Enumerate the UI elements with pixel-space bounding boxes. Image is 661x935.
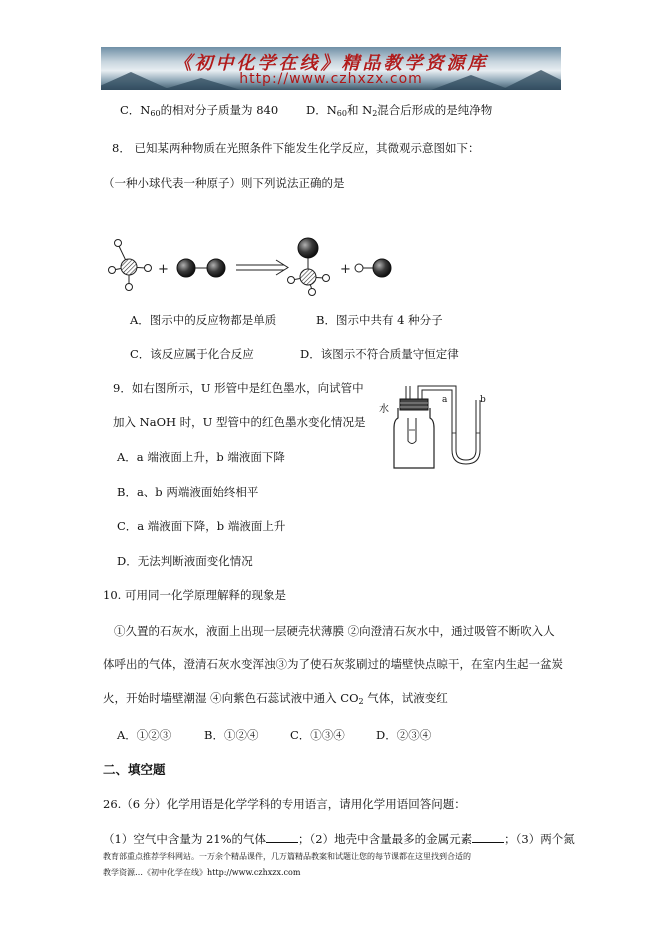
q9-option-d: D．无法判断液面变化情况: [117, 554, 253, 568]
header-banner: [101, 47, 561, 90]
q10-line-2: 体呼出的气体，澄清石灰水变浑浊③为了使石灰浆刷过的墙壁快点晾干，在室内生起一盆炭: [103, 657, 563, 671]
q9-option-c: C．a 端液面下降，b 端液面上升: [117, 519, 286, 533]
q10-stem: 10. 可用同一化学原理解释的现象是: [103, 588, 286, 602]
plus-sign: +: [340, 262, 351, 277]
q7-option-d: D．$N_{60}$和 $N_2$混合后形成的是纯净物: [306, 103, 493, 118]
q10-option-d: D．②③④: [376, 728, 432, 742]
answer-blank-1[interactable]: [266, 832, 298, 843]
q8-option-b: B．图示中共有 4 种分子: [316, 313, 443, 327]
label-b: b: [480, 395, 486, 405]
product-molecule-1: [288, 238, 330, 296]
q10-option-b: B．①②④: [204, 728, 259, 742]
q8-option-d: D．该图示不符合质量守恒定律: [300, 347, 459, 361]
q26-sub-questions: （1）空气中含量为 21%的气体 ；（2）地壳中含量最多的金属元素 ；（3）两个氮: [103, 832, 575, 846]
reactant-molecule-1: [109, 240, 152, 291]
reactant-molecule-2: [177, 259, 225, 277]
plus-sign: +: [158, 262, 169, 277]
q9-stem-line-2: 加入 NaOH 时，U 型管中的红色墨水变化情况是: [113, 415, 366, 429]
section-title: 二、填空题: [103, 762, 166, 777]
q10-line-3: 火，开始时墙壁潮湿 ④向紫色石蕊试液中通入 $CO_2$ 气体，试液变红: [103, 691, 448, 706]
q8-note: （一种小球代表一种原子）则下列说法正确的是: [103, 176, 345, 190]
q8-stem: 8． 已知某两种物质在光照条件下能发生化学反应，其微观示意图如下：: [112, 141, 480, 155]
label-water: 水: [379, 404, 389, 415]
banner-url[interactable]: http://www.czhxzx.com: [239, 71, 423, 87]
footer-line-2[interactable]: 教学资源…《初中化学在线》http://www.czhxzx.com: [103, 868, 301, 877]
q9-option-a: A．a 端液面上升，b 端液面下降: [117, 450, 285, 464]
stopper: [400, 399, 428, 410]
q10-option-c: C．①③④: [290, 728, 345, 742]
q10-line-1: ①久置的石灰水，液面上出现一层硬壳状薄膜 ②向澄清石灰水中，通过吸管不断吹入人: [114, 624, 555, 638]
label-a: a: [442, 395, 448, 405]
reaction-arrow: [236, 260, 288, 275]
q26-stem: 26.（6 分）化学用语是化学学科的专用语言，请用化学用语回答问题：: [103, 797, 466, 811]
product-molecule-2: [355, 259, 391, 277]
footer-line-1: 教育部重点推荐学科网站。一万余个精品课件，几万篇精品教案和试题让您的每节课都在这里找到合适的: [103, 852, 471, 861]
flask: [394, 408, 434, 468]
reaction-diagram: [100, 232, 420, 298]
q9-option-b: B．a、b 两端液面始终相平: [117, 485, 259, 499]
q7-option-c: C．$N_{60}$的相对分子质量为 840: [120, 103, 279, 118]
banner-title: 《初中化学在线》精品教学资源库: [173, 53, 489, 74]
answer-blank-2[interactable]: [472, 832, 504, 843]
q10-option-a: A．①②③: [117, 728, 172, 742]
u-tube-apparatus: [376, 378, 494, 474]
q8-option-c: C．该反应属于化合反应: [130, 347, 254, 361]
q8-option-a: A．图示中的反应物都是单质: [130, 313, 277, 327]
q9-stem-line-1: 9．如右图所示，U 形管中是红色墨水，向试管中: [113, 381, 364, 395]
